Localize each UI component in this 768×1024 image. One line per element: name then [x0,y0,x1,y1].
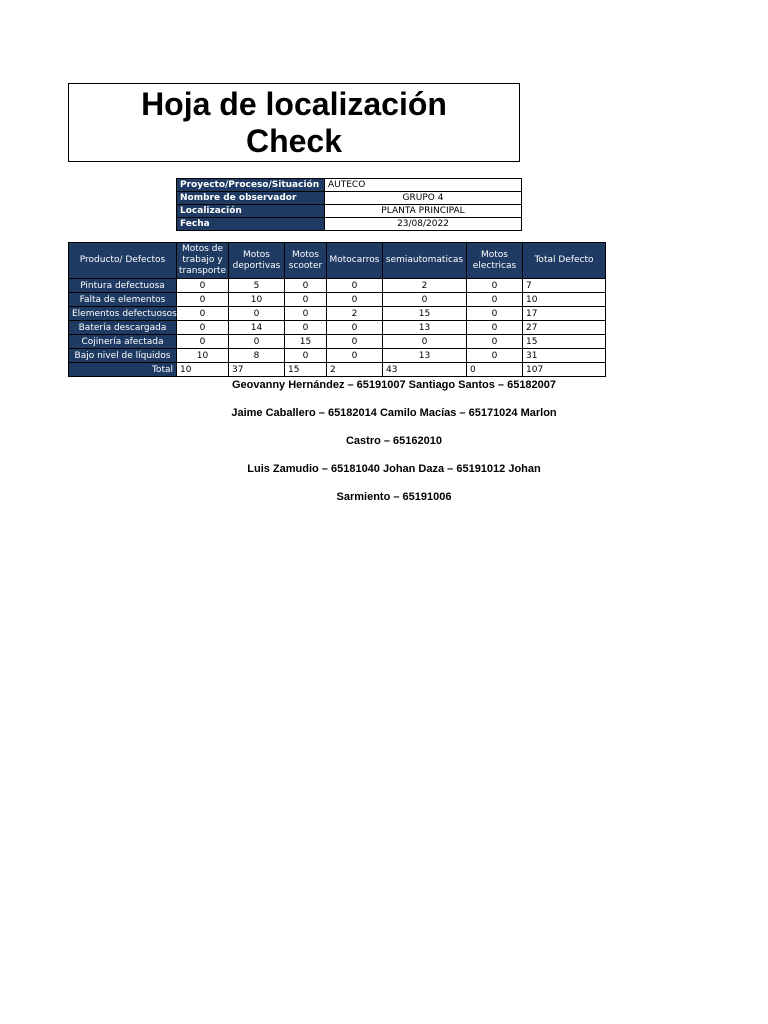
table-row [69,293,606,307]
total-cell: 10 [177,363,229,377]
info-label-observer: Nombre de observador [177,192,325,205]
authors-line: Sarmiento – 65191006 [336,491,452,503]
info-label-location: Localización [177,205,325,218]
header-product: Producto/ Defectos [69,243,177,279]
table-cell-total: 27 [523,321,606,335]
authors-line: Castro – 65162010 [345,435,442,447]
table-cell: 0 [327,321,383,335]
table-cell: 0 [285,321,327,335]
authors-list [200,378,588,518]
table-cell: 0 [285,349,327,363]
table-cell: 0 [467,279,523,293]
table-cell: 0 [177,279,229,293]
table-cell: 5 [229,279,285,293]
authors-line: Geovanny Hernández – 65191007 Santiago Santos – 65182007 [231,379,557,391]
table-cell: 0 [467,335,523,349]
header-total-defect: Total Defecto [523,243,606,279]
info-row-observer [177,192,522,205]
title-line-1: Hoja de localización [141,85,447,122]
table-row [69,349,606,363]
table-cell: 0 [327,349,383,363]
totals-row [69,363,606,377]
table-cell: 2 [327,307,383,321]
info-value-date: 23/08/2022 [325,218,522,231]
table-cell-total: 10 [523,293,606,307]
table-cell: 0 [285,279,327,293]
info-row-date [177,218,522,231]
table-row [69,335,606,349]
table-cell: 0 [327,335,383,349]
table-cell: 10 [229,293,285,307]
table-cell: 15 [383,307,467,321]
info-value-project: AUTECO [325,179,522,192]
row-label: Cojinería afectada [69,335,177,349]
info-value-observer: GRUPO 4 [325,192,522,205]
table-cell: 2 [383,279,467,293]
table-cell: 0 [177,321,229,335]
table-row [69,307,606,321]
grand-total-cell: 107 [523,363,606,377]
table-cell: 13 [383,349,467,363]
table-cell-total: 15 [523,335,606,349]
table-cell-total: 17 [523,307,606,321]
table-row [69,279,606,293]
table-cell: 15 [285,335,327,349]
totals-label: Total [69,363,177,377]
header-electric: Motos electricas [467,243,523,279]
table-cell: 0 [327,293,383,307]
table-row [69,321,606,335]
info-value-location: PLANTA PRINCIPAL [325,205,522,218]
table-cell: 13 [383,321,467,335]
title-line-2: Check [245,122,343,159]
table-cell: 0 [467,349,523,363]
total-cell: 37 [229,363,285,377]
table-cell: 8 [229,349,285,363]
authors-line: Luis Zamudio – 65181040 Johan Daza – 65191012 Johan [247,463,541,475]
header-work-bikes: Motos de trabajo y transporte [177,243,229,279]
document-title [68,83,520,162]
header-motocarros: Motocarros [327,243,383,279]
authors-line: Jaime Caballero – 65182014 Camilo Macías – 65171024 Marlon [231,407,557,419]
total-cell: 0 [467,363,523,377]
header-scooter: Motos scooter [285,243,327,279]
table-header-row [69,243,606,279]
header-sport-bikes: Motos deportivas [229,243,285,279]
info-label-project: Proyecto/Proceso/Situación [177,179,325,192]
header-semiautomatic: semiautomaticas [383,243,467,279]
total-cell: 43 [383,363,467,377]
total-cell: 15 [285,363,327,377]
table-cell-total: 31 [523,349,606,363]
table-cell: 0 [229,307,285,321]
row-label: Elementos defectuosos [69,307,177,321]
table-cell: 0 [467,307,523,321]
table-cell: 0 [383,293,467,307]
table-cell-total: 7 [523,279,606,293]
row-label: Bajo nivel de líquidos [69,349,177,363]
row-label: Batería descargada [69,321,177,335]
table-cell: 0 [285,293,327,307]
table-cell: 0 [467,321,523,335]
table-cell: 0 [383,335,467,349]
table-cell: 0 [177,307,229,321]
table-cell: 10 [177,349,229,363]
table-cell: 0 [467,293,523,307]
table-cell: 0 [229,335,285,349]
info-table [176,178,522,231]
row-label: Falta de elementos [69,293,177,307]
info-label-date: Fecha [177,218,325,231]
defects-table [68,242,606,377]
total-cell: 2 [327,363,383,377]
table-cell: 0 [285,307,327,321]
table-cell: 0 [327,279,383,293]
row-label: Pintura defectuosa [69,279,177,293]
info-row-project [177,179,522,192]
info-row-location [177,205,522,218]
table-cell: 0 [177,335,229,349]
table-cell: 0 [177,293,229,307]
table-cell: 14 [229,321,285,335]
